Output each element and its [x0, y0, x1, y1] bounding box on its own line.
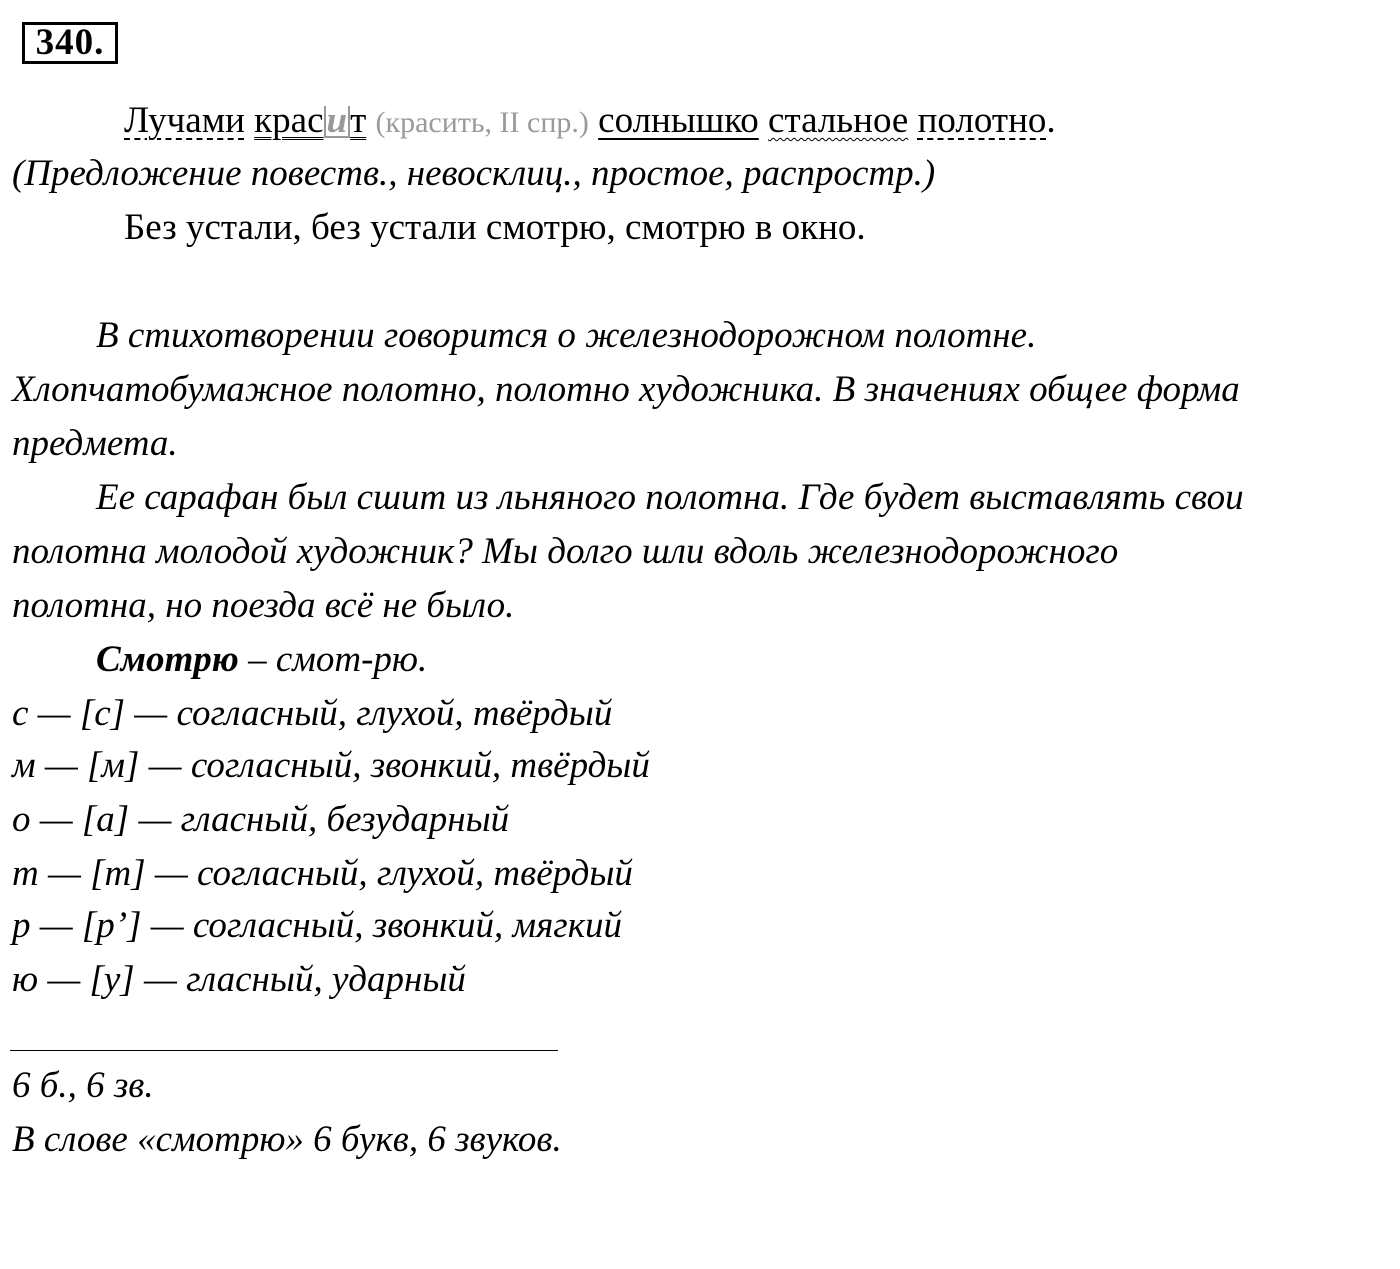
word-object: полотно — [917, 100, 1047, 141]
sentence-1-analysis: (Предложение повеств., невосклиц., простое, распростр.) — [12, 153, 936, 194]
summary-counts: 6 б., 6 зв. — [12, 1065, 154, 1106]
paragraph-2-line-2: полотна молодой художник? Мы долго шли вдоль железнодорожного — [12, 531, 1119, 572]
word-adverbial: Лучами — [124, 100, 245, 141]
predicate-root: крас — [254, 100, 324, 141]
divider-line — [10, 1050, 558, 1051]
phonetic-row: о — [а] — гласный, безударный — [12, 799, 510, 840]
paragraph-2-line-1: Ее сарафан был сшит из льняного полотна. Где будет выставлять свои — [96, 477, 1244, 518]
sentence-1 — [124, 101, 1056, 143]
paragraph-2-line-3: полотна, но поезда всё не было. — [12, 585, 515, 626]
exercise-number: 340. — [22, 22, 118, 64]
paragraph-1-line-1: В стихотворении говорится о железнодорожном полотне. — [96, 315, 1037, 356]
phonetic-syllables: – смот-рю. — [238, 639, 428, 680]
phonetic-row: с — [с] — согласный, глухой, твёрдый — [12, 693, 613, 734]
sentence-1-period: . — [1046, 100, 1056, 141]
phonetic-heading — [96, 640, 427, 680]
conjugation-note: (красить, II спр.) — [375, 106, 589, 139]
phonetic-row: м — [м] — согласный, звонкий, твёрдый — [12, 745, 650, 786]
phonetic-row: ю — [у] — гласный, ударный — [12, 959, 466, 1000]
predicate-ending: и — [324, 106, 351, 138]
paragraph-1-line-2: Хлопчатобумажное полотно, полотно художника. В значениях общее форма — [12, 369, 1240, 410]
word-attribute: стальное — [768, 100, 909, 141]
phonetic-row: т — [т] — согласный, глухой, твёрдый — [12, 853, 633, 894]
phonetic-row: р — [р’] — согласный, звонкий, мягкий — [12, 905, 623, 946]
predicate-tail: т — [350, 100, 367, 141]
word-predicate — [254, 100, 366, 141]
sentence-2: Без устали, без устали смотрю, смотрю в окно. — [124, 207, 866, 248]
summary-conclusion: В слове «смотрю» 6 букв, 6 звуков. — [12, 1119, 562, 1160]
paragraph-1-line-3: предмета. — [12, 423, 178, 464]
phonetic-word: Смотрю — [96, 639, 239, 680]
word-subject: солнышко — [598, 100, 759, 141]
